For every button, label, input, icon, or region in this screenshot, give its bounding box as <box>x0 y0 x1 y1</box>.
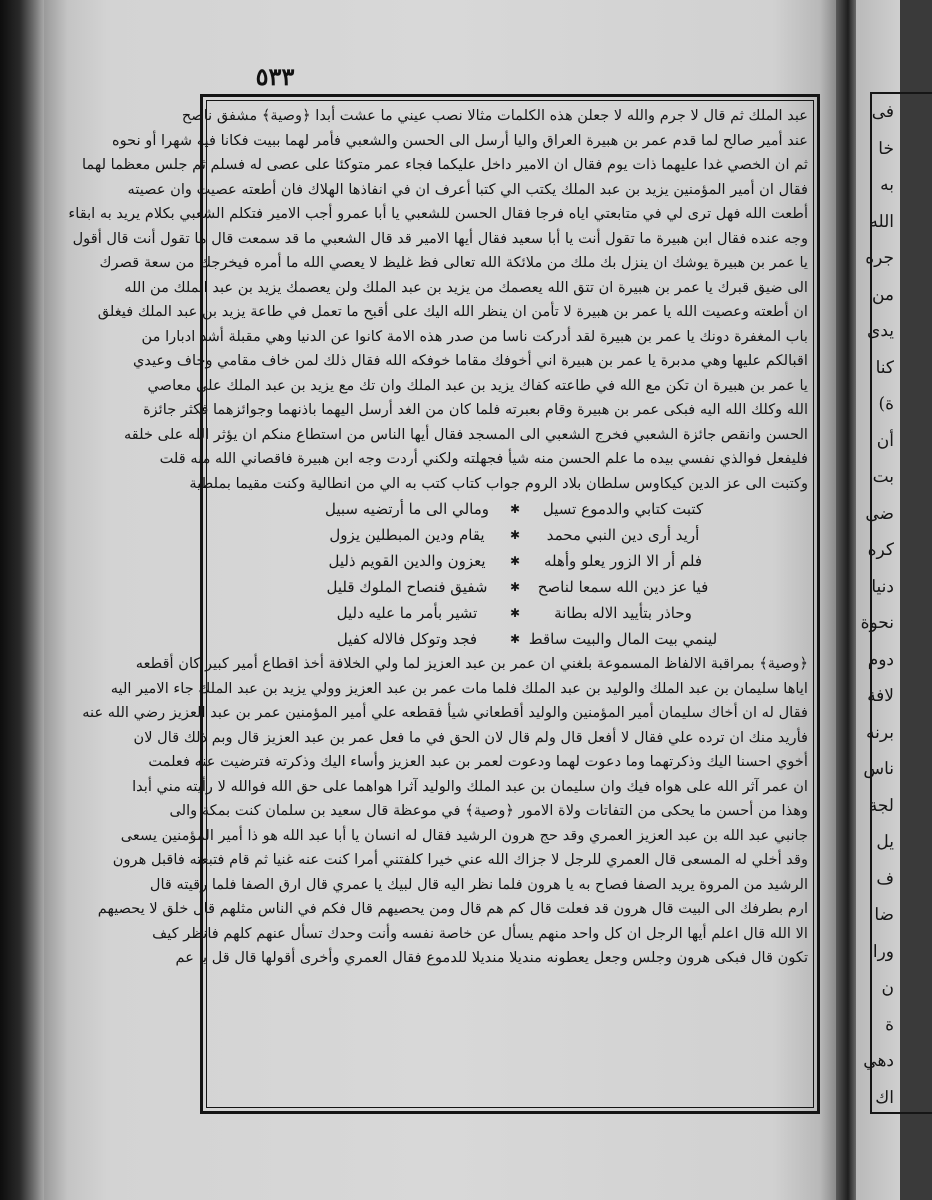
verse-line <box>212 600 808 626</box>
left-page-edge <box>0 0 44 1200</box>
text-line: يا عمر بن هبيرة يوشك ان ينزل بك ملك من ملائكة الله تعالى فظ غليظ لا يعصي الله ما أمره فيخرجك من سعة قصرك <box>99 254 808 271</box>
verse-second-hemistich: يقام ودين المبطلين يزول <box>329 526 485 544</box>
verse-second-hemistich: شفيق فنصاح الملوك قليل <box>326 578 488 596</box>
verse-first-hemistich: كتبت كتابي والدموع تسيل <box>542 500 704 518</box>
text-line: فأريد منك ان ترده علي فقال لا أفعل قال ولم قال لان الحق في ما فعل عمر بن عبد العزيز قال وبم ذلك قال لان <box>133 728 808 746</box>
text-line: عند أمير صالح لما قدم عمر بن هبيرة العراق واليا أرسل الى الحسن والشعبي فأمر لهما ببيت فكانا فيه شهرا أو نحوه <box>111 131 808 149</box>
verse-line <box>212 626 808 652</box>
text-line: ارم بطرفك الى البيت قال هرون قد فعلت قال كم هم قال ومن يحصيهم قال فكم في الناس مثلهم قال خلق لا يحصيهم <box>97 900 808 917</box>
text-line: وكتبت الى عز الدين كيكاوس سلطان بلاد الروم جواب كتاب كتب به الي من انطالية وكنت مقيما بملطية <box>189 474 808 492</box>
next-page-fragment: أن <box>876 430 894 451</box>
next-page-fragment: لجة <box>868 795 894 816</box>
next-page-fragment: اك <box>875 1087 894 1108</box>
next-page-fragment: بت <box>872 467 894 487</box>
next-page-fragment: ناس <box>863 759 894 779</box>
text-line: وقد أخلي له المسعى قال العمري للرجل لا جزاك الله عني خيرا كلفتني أمرا كنت عنه غنيا ثم قام فتبعته فاقبل هرون <box>112 851 808 868</box>
text-line: الرشيد من المروة يريد الصفا فصاح به يا هرون فلما نظر اليه قال لبيك يا عمري قال ارق الصفا فلما رقيته قال <box>149 875 808 893</box>
next-page-fragment: دنيا <box>871 576 894 597</box>
text-line: ان عمر آثر الله على هواه فيك وان سليمان بن عبد الملك والوليد آثرا هواهما على حق الله فوالله لا رأيته مني أبدا <box>132 777 808 795</box>
next-page-fragment: لافة <box>867 686 894 706</box>
next-page-fragment: كنا <box>875 357 894 378</box>
text-line: الى ضيق قبرك يا عمر بن هبيرة ان تتق الله يعصمك من يزيد بن عبد الملك ولن يعصمك يزيد بن عبد الملك من الله <box>124 278 808 296</box>
text-line: الا الله قال اعلم أيها الرجل ان كل واحد منهم يسأل عن خاصة نفسه وأنت وحدك تسأل عنهم كلهم فانظر كيف <box>152 924 808 942</box>
next-page-fragment: جره <box>865 248 894 268</box>
star-separator-icon: ✱ <box>509 528 521 542</box>
star-separator-icon: ✱ <box>509 554 521 568</box>
next-page-fragment: دهي <box>863 1051 894 1071</box>
next-page-fragment: كره <box>867 540 894 560</box>
next-page-fragment: ة) <box>878 394 894 414</box>
next-page-fragment: نحوة <box>860 613 894 633</box>
page-number: ٥٣٣ <box>255 62 295 91</box>
verse-line <box>212 496 808 522</box>
text-line: فليفعل فوالذي نفسي بيده ما علم الحسن منه شيأ فجهلته ولكني أردت وجه ابن هبيرة فاقصاني الله منه قلت <box>159 450 808 467</box>
text-line: ﴿وصية﴾ بمراقبة الالفاظ المسموعة بلغني ان عمر بن عبد العزيز لما ولي الخلافة أخذ اقطاع أمير كبير كان أقطعه <box>135 655 808 672</box>
next-page-fragment: الله <box>869 211 894 232</box>
verse-first-hemistich: فلم أر الا الزور يعلو وأهله <box>543 552 703 570</box>
verse-first-hemistich: لينمي بيت المال والبيت ساقط <box>528 630 718 648</box>
next-page-fragment: خا <box>878 138 894 159</box>
verse-first-hemistich: أريد أرى دين النبي محمد <box>546 526 700 544</box>
star-separator-icon: ✱ <box>509 502 521 516</box>
next-page-fragment: ن <box>881 978 894 998</box>
text-line: أخوي احسنا اليك وذكرتهما وما دعوت لهما ودعوت لعمر بن عبد العزيز وأساء اليك وذكرته فترضيت عنه فعلمت <box>148 753 808 770</box>
next-page-fragment: برنه <box>866 722 894 743</box>
book-gutter <box>836 0 856 1200</box>
verse-first-hemistich: وحاذر بتأييد الاله بطانة <box>554 604 692 622</box>
text-body <box>68 104 808 1104</box>
text-line: فقال ان أمير المؤمنين يزيد بن عبد الملك يكتب الي كتبا أعرف ان في انفاذها الهلاك فان أطعته عصيت وان عصيته <box>127 180 808 198</box>
next-page-edge <box>856 0 900 1200</box>
next-page-fragment: فى <box>871 102 894 122</box>
text-line: ثم ان الخصي غدا عليهما ذات يوم فقال ان الامير داخل عليكما فجاء عمر متوكئا على عصى له فسلم ثم جلس معظما لهما <box>81 156 808 173</box>
next-page-fragment: يل <box>876 832 894 852</box>
next-page-fragment: ضا <box>874 905 894 925</box>
verse-second-hemistich: ومالي الى ما أرتضيه سبيل <box>325 500 489 518</box>
text-line: وهذا من أحسن ما يحكى من التفاتات ولاة الامور ﴿وصية﴾ في موعظة قال سعيد بن سلمان كنت بمكة والى <box>169 802 808 819</box>
next-page-fragment: به <box>880 175 894 195</box>
verse-line <box>212 522 808 548</box>
verse-first-hemistich: فيا عز دين الله سمعا لناصح <box>537 578 709 596</box>
text-line: الحسن وانقص جائزة الشعبي فخرج الشعبي الى المسجد فقال أيها الناس من استطاع منكم ان يؤثر الله على خلقه <box>123 425 808 443</box>
text-line: فقال له ان أخاك سليمان أمير المؤمنين والوليد أقطعاني شيأ فقطعه علي أمير المؤمنين عمر بن عبد العزيز رضي الله عنه <box>82 704 808 721</box>
verse-line <box>212 548 808 574</box>
text-line: عبد الملك ثم قال لا جرم والله لا جعلن هذه الكلمات مثالا نصب عيني ما عشت أبدا ﴿وصية﴾ مشفق ناصح <box>181 107 808 124</box>
verse-second-hemistich: تشير بأمر ما عليه دليل <box>336 604 478 622</box>
next-page-fragment: دوم <box>867 649 894 670</box>
next-page-fragment: يدى <box>867 321 894 341</box>
text-line: اياها سليمان بن عبد الملك والوليد بن عبد الملك فلما مات عمر بن عبد العزيز وولي يزيد بن عبد الملك جاء الامير اليه <box>110 679 808 697</box>
text-line: الله وكلك الله اليه فبكى عمر بن هبيرة وقام بعبرته فلما كان من الغد أرسل اليهما باذنهما وجوائزهما فكثر جائزة <box>142 401 808 418</box>
star-separator-icon: ✱ <box>509 606 521 620</box>
star-separator-icon: ✱ <box>509 632 521 646</box>
text-line: يا عمر بن هبيرة ان تكن مع الله في طاعته كفاك يزيد بن عبد الملك وان تك مع يزيد بن عبد الملك على معاصي <box>147 376 808 394</box>
text-line: جانبي عبد الله بن عبد العزيز العمري وقد حج هرون الرشيد فقال له انسان يا أبا عبد الله هو ذا أمير المؤمنين يسعى <box>120 826 808 844</box>
verse-line <box>212 574 808 600</box>
next-page-fragment: ورا <box>872 941 894 962</box>
next-page-fragment: ف <box>876 868 894 889</box>
text-line: باب المغفرة دونك يا عمر بن هبيرة لقد أدركت ناسا من صدر هذه الامة كانوا عن الدنيا وهي مقبلة أشد ادبارا من <box>141 327 808 345</box>
next-page-fragment: ة <box>885 1014 894 1035</box>
verse-second-hemistich: يعزون والدين القويم ذليل <box>328 552 486 570</box>
text-line: وجه عنده فقال ابن هبيرة ما تقول أنت يا أبا سعيد فقال أيها الامير قد قال الشعبي ما قد سمعت قال ما تقول أنت قال أقول <box>72 229 808 247</box>
next-page-fragment: من <box>871 284 894 305</box>
text-line: ان أطعته وعصيت الله يا عمر بن هبيرة لا تأمن ان ينظر الله اليك على أقبح ما تعمل في طاعة يزيد بن عبد الملك فيغلق <box>97 303 808 320</box>
text-line: تكون قال فبكى هرون وجلس وجعل يعطونه منديلا منديلا للدموع فقال العمري وأخرى أقولها قال قل يا عم <box>175 949 808 966</box>
next-page-fragment: ضى <box>865 503 894 524</box>
text-line: اقبالكم عليها وهي مدبرة يا عمر بن هبيرة اني أخوفك مقاما خوفكه الله فقال ذلك لمن خاف مقامي وخاف وعيدي <box>133 352 808 369</box>
verse-second-hemistich: فجد وتوكل فالاله كفيل <box>336 630 478 648</box>
text-line: أطعت الله فهل ترى لي في متابعتي اياه فرجا فقال الحسن للشعبي يا أبا عمرو أجب الامير فتكلم الشعبي بكلام يريد به ابقاء <box>68 205 808 222</box>
star-separator-icon: ✱ <box>509 580 521 594</box>
